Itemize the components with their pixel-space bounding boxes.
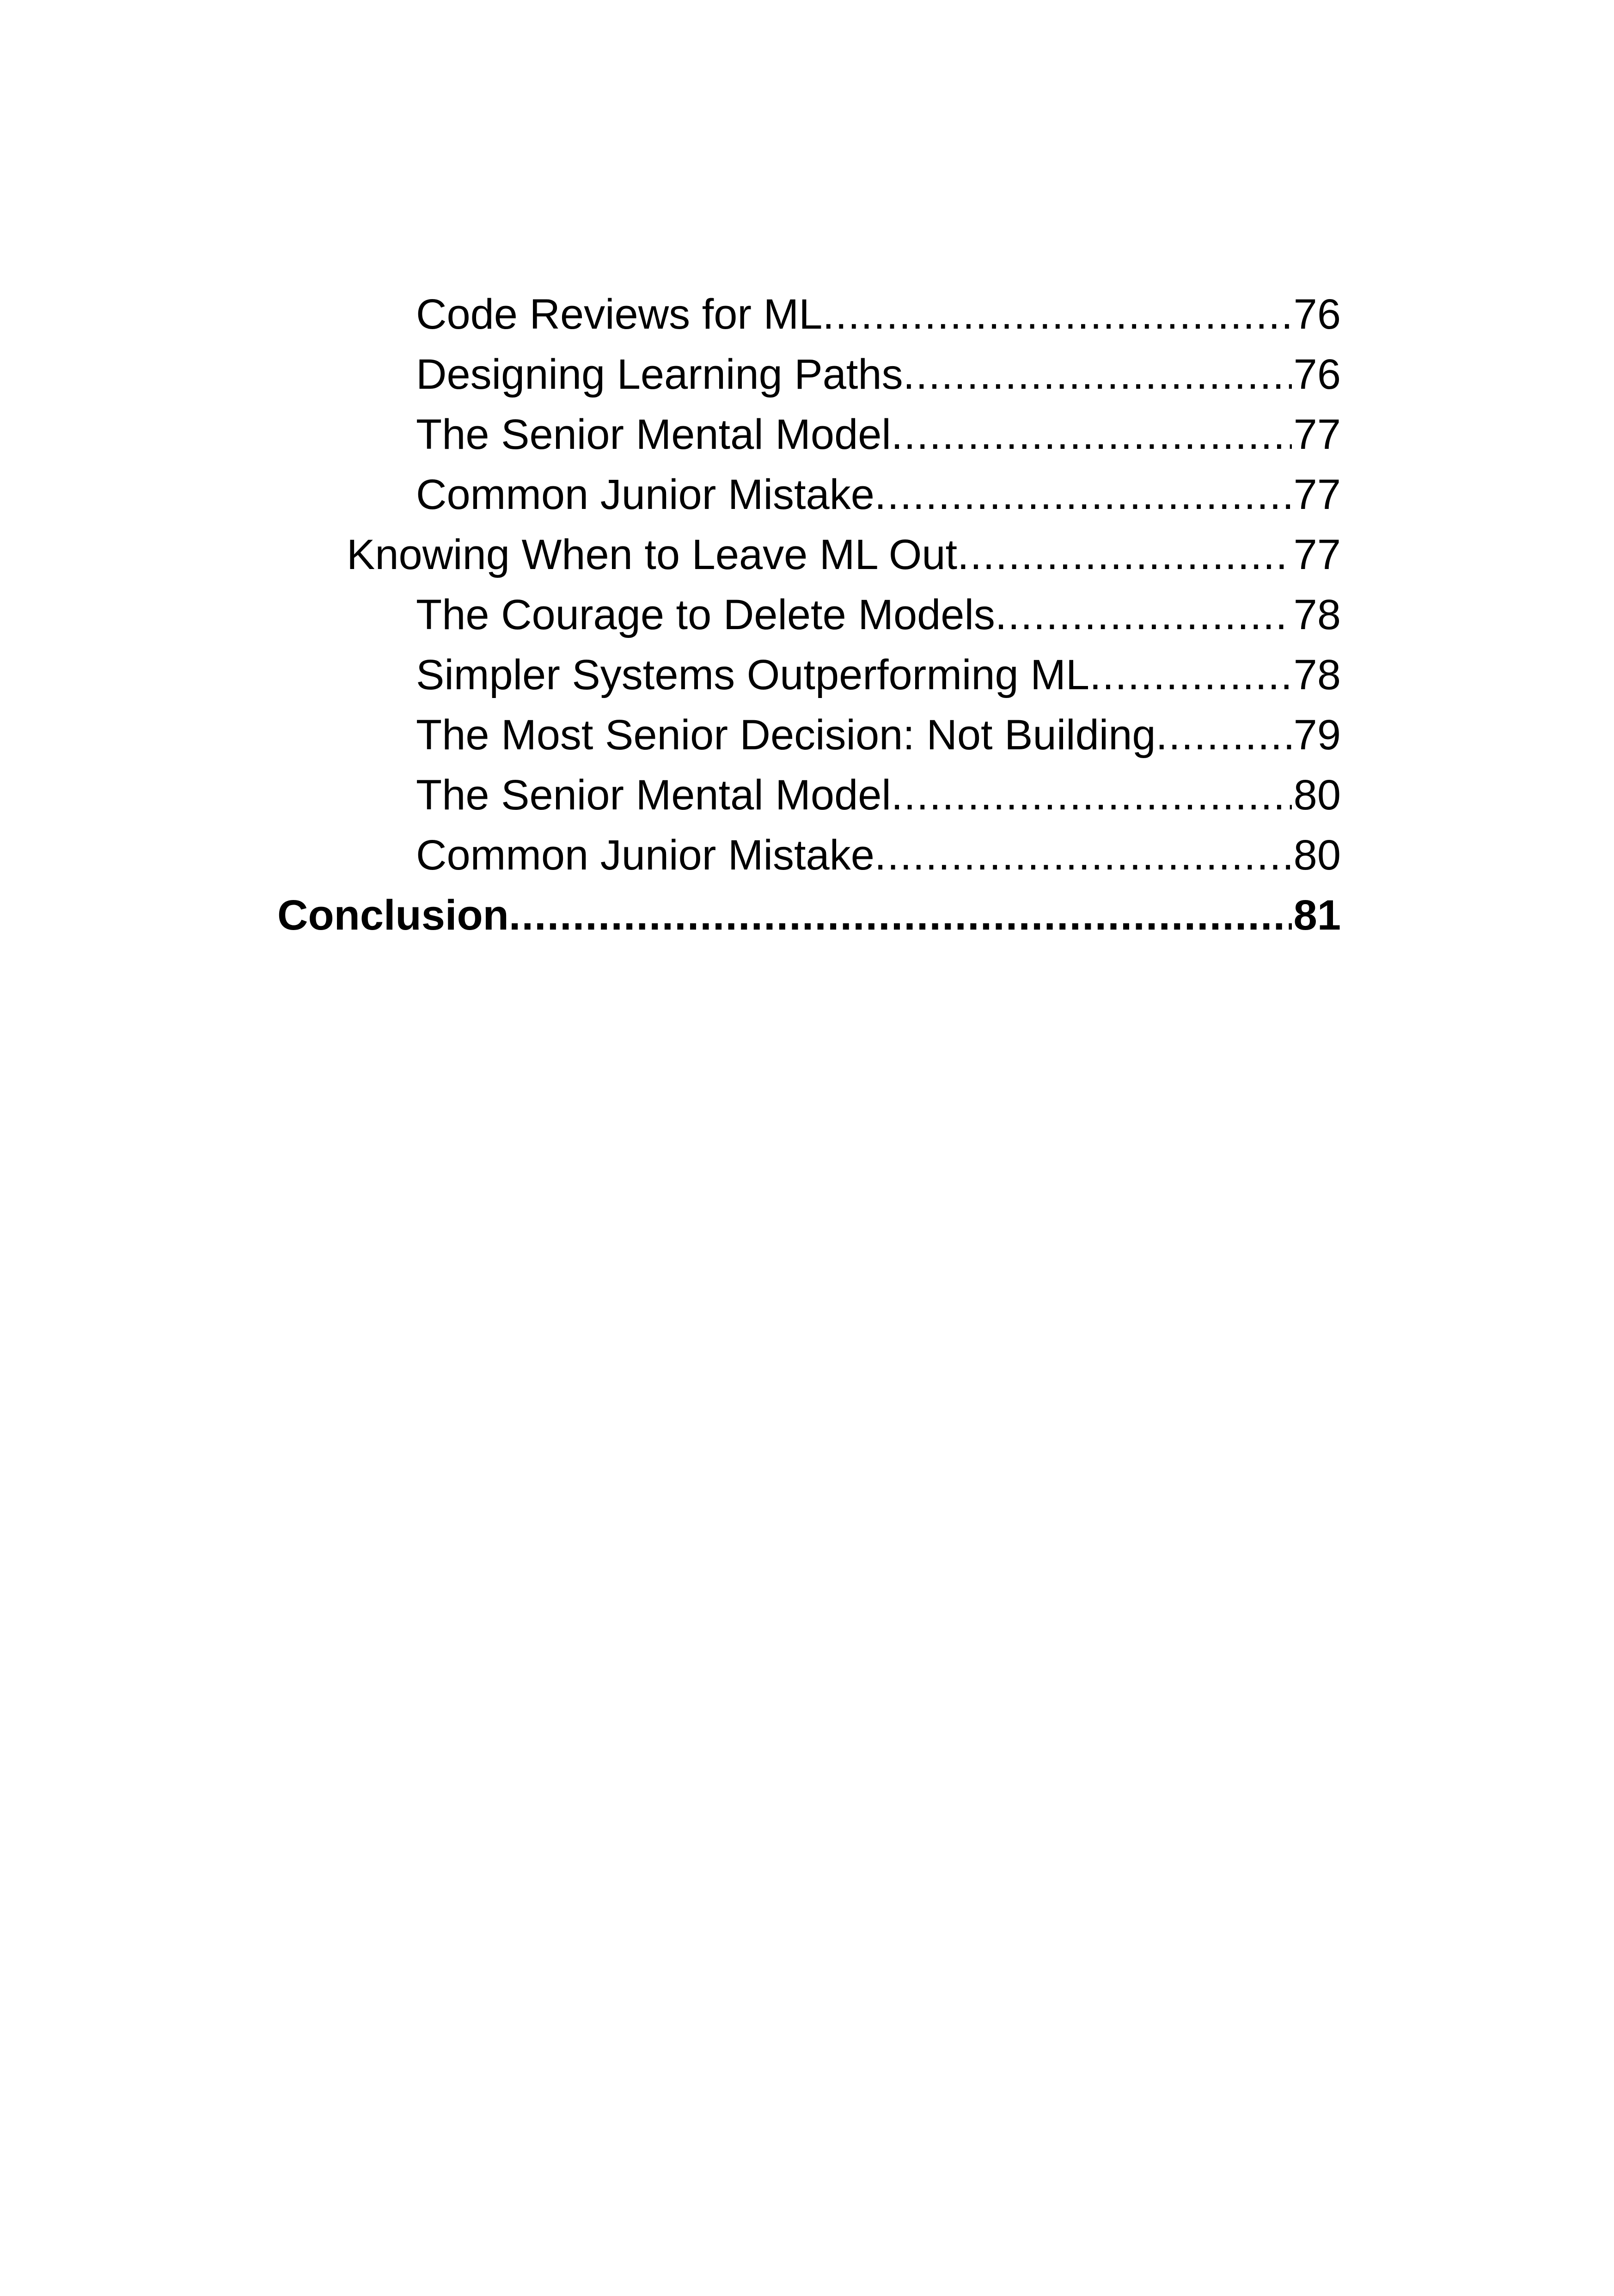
toc-entry-page-number: 78	[1293, 651, 1341, 698]
toc-entry-senior-mental-model-2[interactable]	[0, 765, 1341, 825]
toc-entry-page-number: 79	[1293, 711, 1341, 759]
toc-dot-leader	[891, 404, 1292, 465]
toc-entry-page-number: 76	[1293, 351, 1341, 398]
toc-entry-knowing-when-to-leave-ml-out[interactable]	[0, 525, 1341, 585]
toc-entry-code-reviews-for-ml[interactable]	[0, 284, 1341, 344]
toc-entry-title: The Most Senior Decision: Not Building	[416, 711, 1156, 759]
toc-entry-conclusion[interactable]	[0, 885, 1341, 945]
toc-entry-title: The Senior Mental Model	[416, 411, 891, 458]
toc-entry-title: The Senior Mental Model	[416, 771, 891, 819]
toc-dot-leader	[822, 284, 1291, 344]
toc-entry-senior-mental-model[interactable]	[0, 404, 1341, 465]
toc-entry-simpler-systems-outperforming-ml[interactable]	[0, 645, 1341, 705]
toc-entry-title: Simpler Systems Outperforming ML	[416, 651, 1090, 698]
toc-dot-leader	[957, 525, 1292, 585]
toc-dot-leader	[874, 465, 1292, 525]
toc-entry-page-number: 77	[1293, 531, 1341, 578]
toc-entry-most-senior-decision[interactable]	[0, 705, 1341, 765]
toc-entry-title: The Courage to Delete Models	[416, 591, 995, 638]
toc-dot-leader	[1089, 645, 1292, 705]
toc-entry-page-number: 78	[1293, 591, 1341, 638]
toc-dot-leader	[995, 585, 1292, 645]
toc-entry-page-number: 80	[1293, 771, 1341, 819]
toc-entry-title: Knowing When to Leave ML Out	[347, 531, 958, 578]
toc-entry-common-junior-mistake-2[interactable]	[0, 825, 1341, 885]
toc-entry-title: Common Junior Mistake	[416, 832, 874, 879]
toc-entry-common-junior-mistake[interactable]	[0, 465, 1341, 525]
toc-entry-page-number: 81	[1293, 892, 1341, 939]
toc-entry-designing-learning-paths[interactable]	[0, 344, 1341, 404]
toc-dot-leader	[891, 765, 1292, 825]
toc-entry-page-number: 77	[1293, 411, 1341, 458]
toc-entry-page-number: 76	[1293, 291, 1341, 338]
toc-dot-leader	[903, 344, 1292, 404]
toc-dot-leader	[874, 825, 1292, 885]
toc-entry-courage-to-delete-models[interactable]	[0, 585, 1341, 645]
toc-entry-title: Conclusion	[277, 892, 509, 939]
toc-entry-page-number: 80	[1293, 832, 1341, 879]
toc-dot-leader	[509, 885, 1292, 945]
toc-entry-title: Designing Learning Paths	[416, 351, 903, 398]
toc-entry-page-number: 77	[1293, 471, 1341, 518]
toc-entry-title: Common Junior Mistake	[416, 471, 874, 518]
toc-dot-leader	[1156, 705, 1292, 765]
toc-entry-title: Code Reviews for ML	[416, 291, 823, 338]
